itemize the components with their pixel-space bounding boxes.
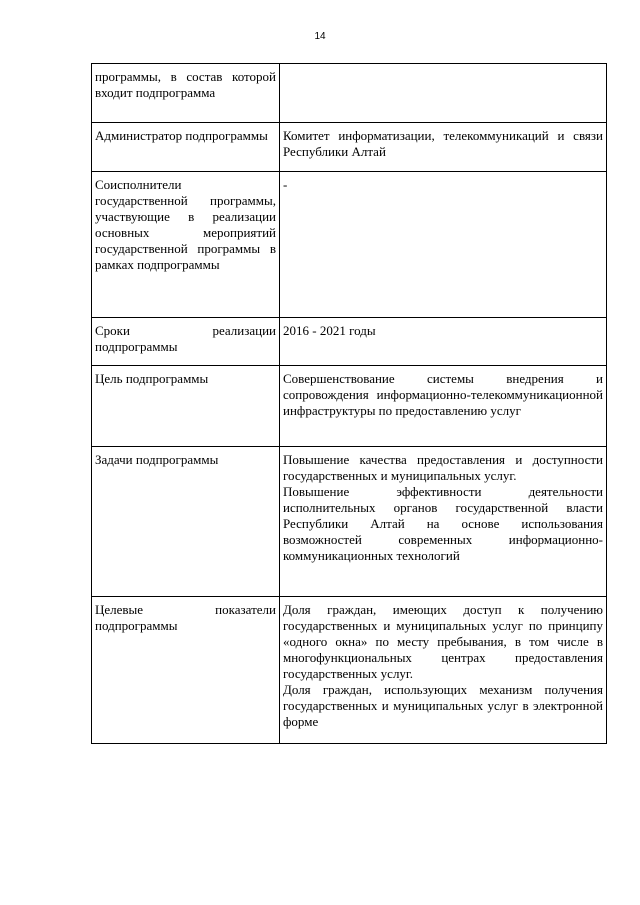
value-paragraph: Повышение эффективности деятельности исполнительных органов государственной власти Республики Алтай на основе использования возможностей современных информационно-коммуникационных технологий bbox=[283, 484, 603, 563]
table-row bbox=[92, 318, 607, 366]
value-paragraph: - bbox=[283, 177, 288, 192]
row-label: Соисполнители государственной программы, участвующие в реализации основных мероприятий государственной программы в рамках подпрограммы bbox=[92, 172, 280, 318]
table-row bbox=[92, 447, 607, 597]
row-value bbox=[280, 318, 607, 366]
row-value bbox=[280, 123, 607, 172]
table-row bbox=[92, 597, 607, 744]
value-paragraph: Совершенствование системы внедрения и сопровождения информационно-телекоммуникационной инфраструктуры по предоставлению услуг bbox=[283, 371, 603, 418]
row-value bbox=[280, 64, 607, 123]
row-label: Сроки реализации подпрограммы bbox=[92, 318, 280, 366]
subprogram-passport-table bbox=[91, 63, 607, 744]
table-row bbox=[92, 64, 607, 123]
table-row bbox=[92, 366, 607, 447]
page-number: 14 bbox=[314, 31, 326, 42]
row-label: программы, в состав которой входит подпрограмма bbox=[92, 64, 280, 123]
value-paragraph: Комитет информатизации, телекоммуникаций и связи Республики Алтай bbox=[283, 128, 603, 159]
row-value bbox=[280, 172, 607, 318]
table-row bbox=[92, 123, 607, 172]
row-value bbox=[280, 366, 607, 447]
row-value bbox=[280, 447, 607, 597]
row-label: Администратор подпрограммы bbox=[92, 123, 280, 172]
value-paragraph: Повышение качества предоставления и доступности государственных и муниципальных услуг. bbox=[283, 452, 603, 483]
row-label: Целевые показатели подпрограммы bbox=[92, 597, 280, 744]
row-label: Задачи подпрограммы bbox=[92, 447, 280, 597]
value-paragraph: Доля граждан, имеющих доступ к получению государственных и муниципальных услуг по принципу «одного окна» по месту пребывания, в том числе в многофункциональных центрах предоставления государственных услуг. bbox=[283, 602, 603, 681]
value-paragraph: 2016 - 2021 годы bbox=[283, 323, 376, 338]
table-row bbox=[92, 172, 607, 318]
value-paragraph: Доля граждан, использующих механизм получения государственных и муниципальных услуг в электронной форме bbox=[283, 682, 603, 729]
row-value bbox=[280, 597, 607, 744]
row-label: Цель подпрограммы bbox=[92, 366, 280, 447]
